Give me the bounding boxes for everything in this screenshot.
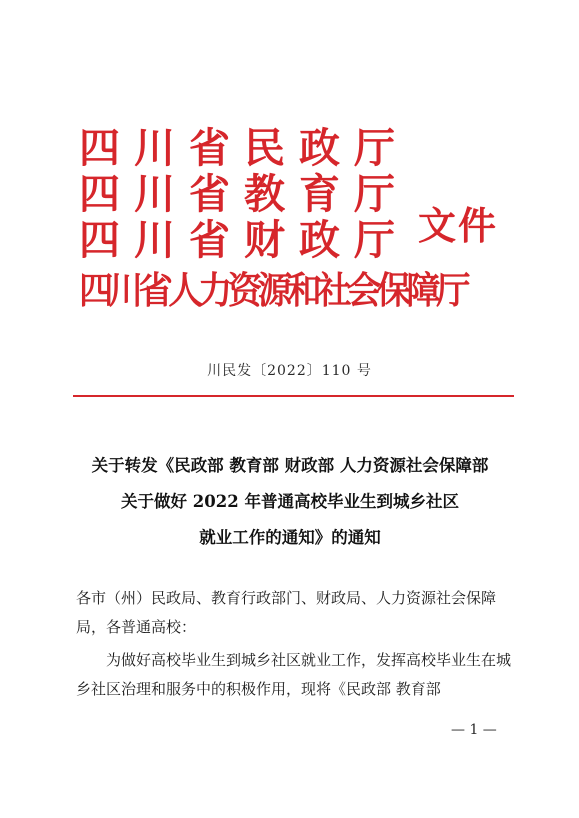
issuer-line: 四川省民政厅 [79,124,409,172]
issuer-line: 四川省财政厅 [79,216,409,264]
doc-type-suffix: 文件 [418,203,499,248]
body-paragraph: 为做好高校毕业生到城乡社区就业工作，发挥高校毕业生在城乡社区治理和服务中的积极作用，现将《民政部 教育部 [76,651,512,698]
issuer-line: 四川省教育厅 [79,170,409,218]
document-body [76,584,516,704]
document-title [60,448,520,556]
page-number: — 1 — [451,722,497,738]
issuer-line: 四川省人力资源和社会保障厅 [79,268,466,312]
title-line: 关于转发《民政部 教育部 财政部 人力资源社会保障部 [91,456,489,475]
title-line: 关于做好 2022 年普通高校毕业生到城乡社区 [121,492,459,511]
red-divider [73,395,514,397]
addressee: 各市（州）民政局、教育行政部门、财政局、人力资源社会保障局，各普通高校： [76,589,497,636]
doc-number: 川民发〔2022〕110 号 [207,363,372,379]
title-line: 就业工作的通知》的通知 [199,528,381,547]
